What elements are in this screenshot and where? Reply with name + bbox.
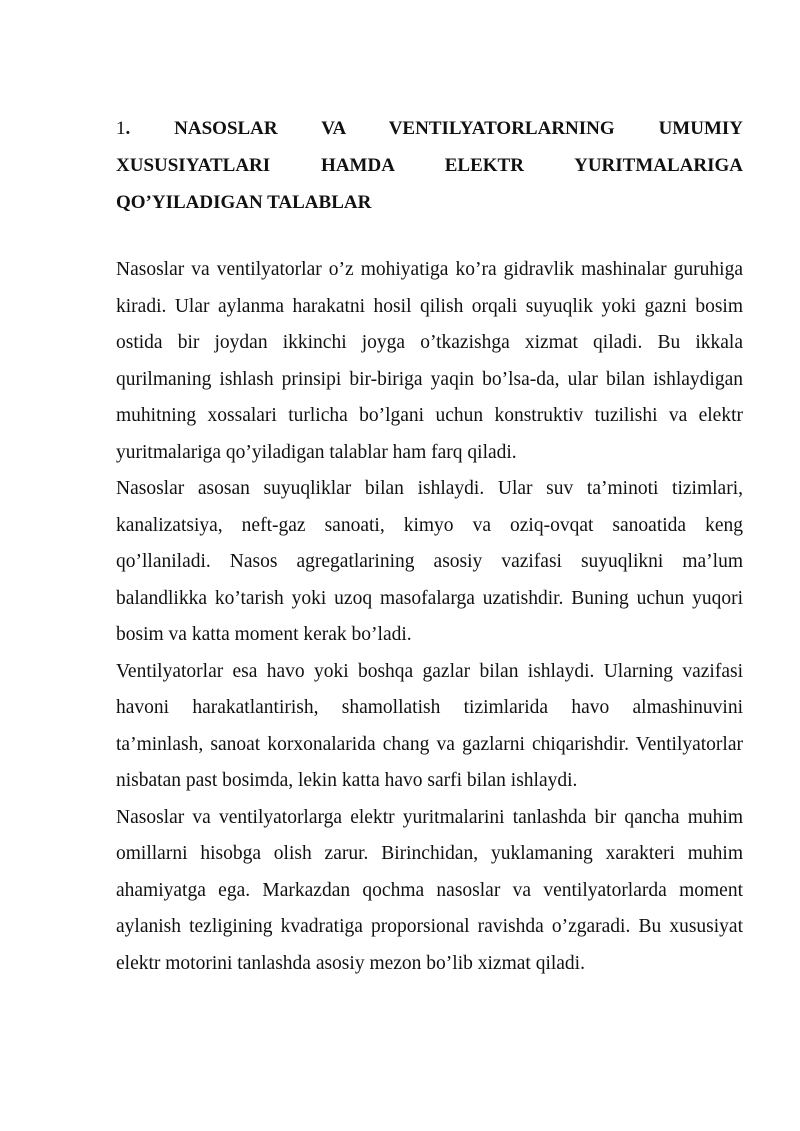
paragraph-fans: Ventilyatorlar esa havo yoki boshqa gazlar bilan ishlaydi. Ularning vazifasi havoni harakatlantirish, shamollatish tizimlarida havo almashinuvini ta’minlash, sanoat korxonalarida chang va gazlarni chiqarishdir. Ventilyatorlar nisbatan past bosimda, lekin katta havo sarfi bilan ishlaydi. [116, 660, 743, 791]
paragraph-pumps: Nasoslar asosan suyuqliklar bilan ishlaydi. Ular suv ta’minoti tizimlari, kanalizatsiya, neft-gaz sanoati, kimyo va oziq-ovqat sanoatida keng qo’llaniladi. Nasos agregatlarining asosiy vazifasi suyuqlikni ma’lum balandlikka ko’tarish yoki uzoq masofalarga uzatishdir. Buning uchun yuqori bosim va katta moment kerak bo’ladi. [116, 478, 743, 645]
paragraph-drive-selection: Nasoslar va ventilyatorlarga elektr yuritmalarini tanlashda bir qancha muhim omillarni hisobga olish zarur. Birinchidan, yuklamaning xarakteri muhim ahamiyatga ega. Markazdan qochma nasoslar va ventilyatorlarda moment aylanish tezligining kvadratiga proporsional ravishda o’zgaradi. Bu xususiyat elektr motorini tanlashda asosiy mezon bo’lib xizmat qiladi. [116, 806, 743, 974]
section-heading [116, 110, 743, 221]
paragraph-intro: Nasoslar va ventilyatorlar o’z mohiyatiga ko’ra gidravlik mashinalar guruhiga kiradi. Ular aylanma harakatni hosil qilish orqali suyuqlik yoki gazni bosim ostida bir joydan ikkinchi joyga o’tkazishga xizmat qiladi. Bu ikkala qurilmaning ishlash prinsipi bir-biriga yaqin bo’lsa-da, ular bilan ishlaydigan muhitning xossalari turlicha bo’lgani uchun konstruktiv tuzilishi va elektr yuritmalariga qo’yiladigan talablar ham farq qiladi. [116, 259, 743, 463]
section-number: 1 [116, 118, 126, 139]
section-title: . NASOSLAR VA VENTILYATORLARNING UMUMIY XUSUSIYATLARI HAMDA ELEKTR YURITMALARIGA QO’YILADIGAN TALABLAR [116, 118, 743, 213]
document-page [116, 110, 743, 982]
